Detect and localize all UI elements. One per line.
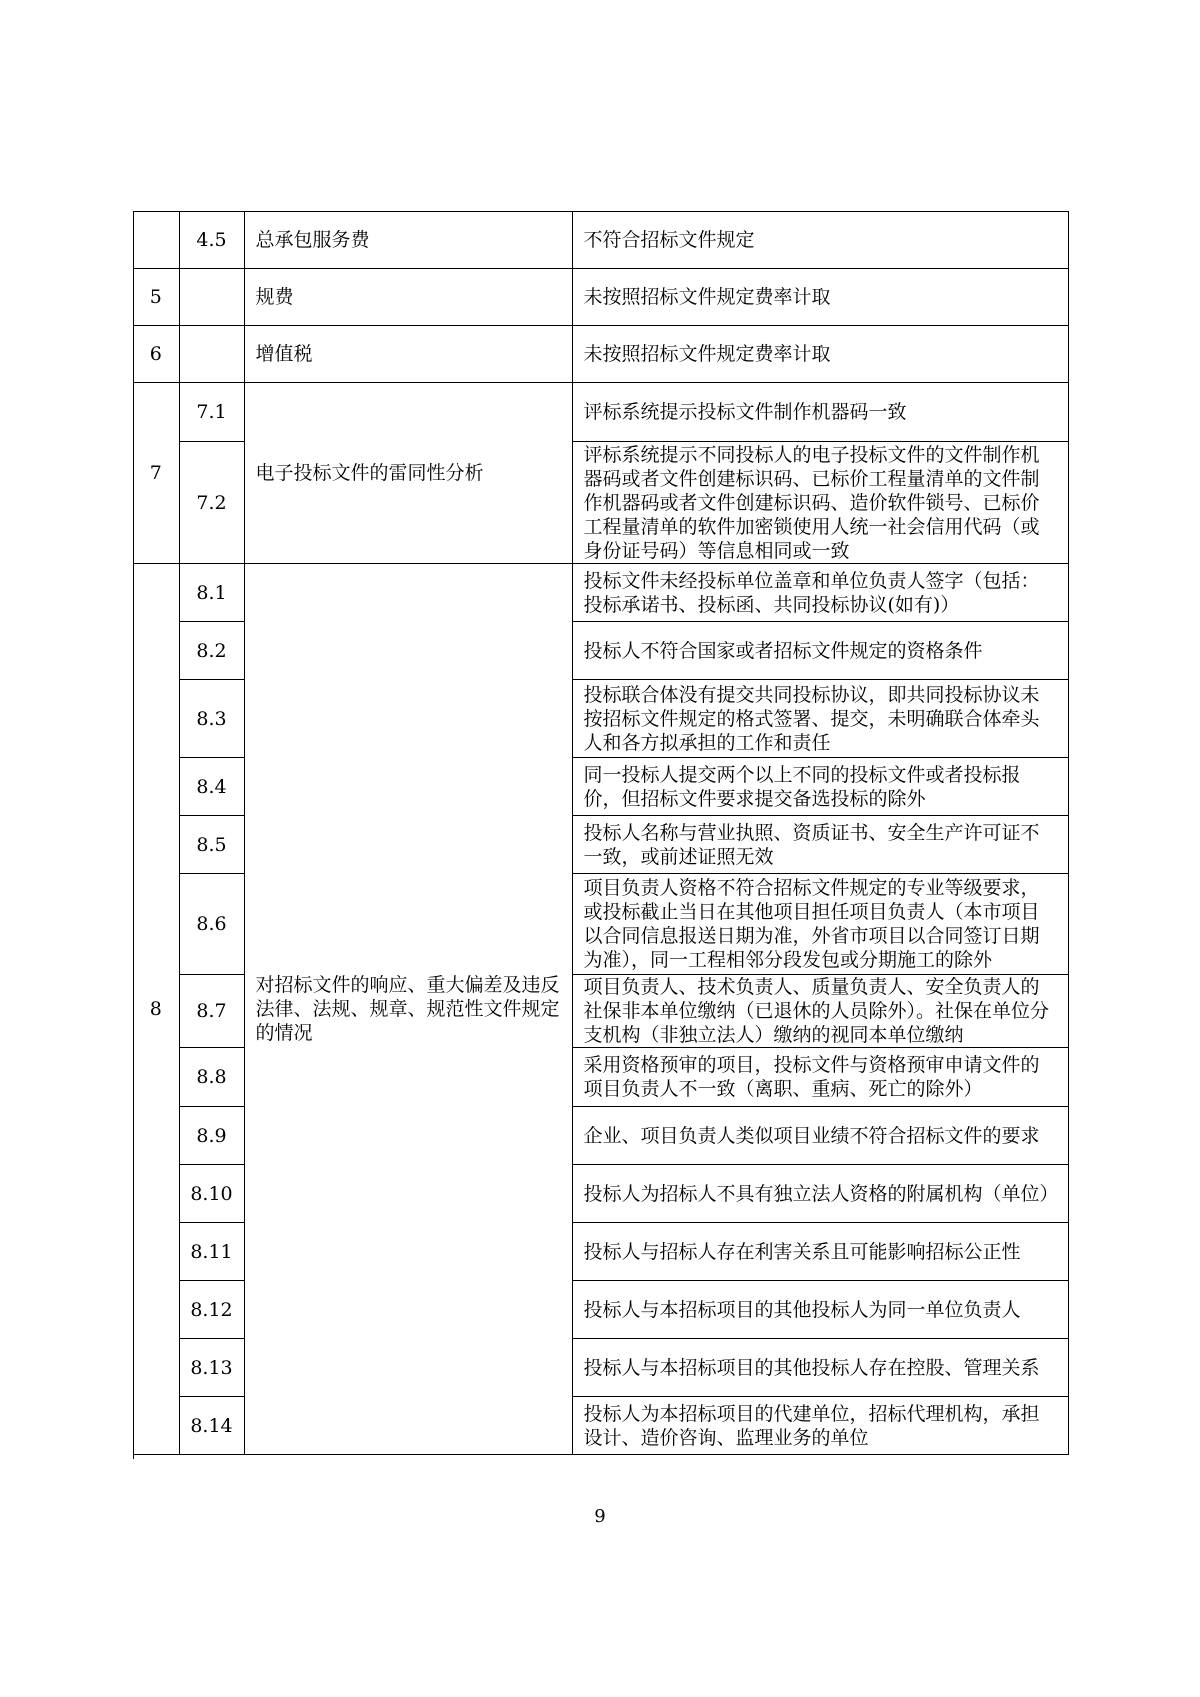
table-row bbox=[133, 326, 1068, 383]
row-number: 7 bbox=[133, 383, 179, 564]
condition-cell: 投标人为本招标项目的代建单位，招标代理机构，承担设计、造价咨询、监理业务的单位 bbox=[572, 1397, 1068, 1455]
condition-cell: 投标联合体没有提交共同投标协议，即共同投标协议未按招标文件规定的格式签署、提交，未明确联合体牵头人和各方拟承担的工作和责任 bbox=[572, 680, 1068, 758]
sub-number: 4.5 bbox=[179, 212, 244, 269]
condition-cell: 同一投标人提交两个以上不同的投标文件或者投标报价，但招标文件要求提交备选投标的除外 bbox=[572, 758, 1068, 816]
sub-number: 8.11 bbox=[179, 1223, 244, 1281]
sub-number: 8.2 bbox=[179, 622, 244, 680]
sub-number: 8.8 bbox=[179, 1048, 244, 1107]
condition-cell: 评标系统提示不同投标人的电子投标文件的文件制作机器码或者文件创建标识码、已标价工程量清单的文件制作机器码或者文件创建标识码、造价软件锁号、已标价工程量清单的软件加密锁使用人统一社会信用代码（或身份证号码）等信息相同或一致 bbox=[572, 442, 1068, 564]
sub-number: 8.6 bbox=[179, 874, 244, 975]
condition-cell: 未按照招标文件规定费率计取 bbox=[572, 269, 1068, 326]
sub-number: 8.7 bbox=[179, 975, 244, 1048]
condition-cell: 投标人与本招标项目的其他投标人存在控股、管理关系 bbox=[572, 1339, 1068, 1397]
criteria-table bbox=[133, 211, 1069, 1455]
sub-number: 7.1 bbox=[179, 383, 244, 442]
table-row bbox=[133, 269, 1068, 326]
condition-cell: 投标文件未经投标单位盖章和单位负责人签字（包括：投标承诺书、投标函、共同投标协议(如有)） bbox=[572, 564, 1068, 622]
sub-number: 8.10 bbox=[179, 1165, 244, 1223]
item-cell: 增值税 bbox=[244, 326, 572, 383]
sub-number bbox=[179, 326, 244, 383]
sub-number: 8.12 bbox=[179, 1281, 244, 1339]
condition-cell: 投标人不符合国家或者招标文件规定的资格条件 bbox=[572, 622, 1068, 680]
condition-cell: 投标人为招标人不具有独立法人资格的附属机构（单位） bbox=[572, 1165, 1068, 1223]
row-number bbox=[133, 212, 179, 269]
item-cell: 电子投标文件的雷同性分析 bbox=[244, 383, 572, 564]
sub-number: 8.5 bbox=[179, 816, 244, 874]
sub-number: 7.2 bbox=[179, 442, 244, 564]
condition-cell: 评标系统提示投标文件制作机器码一致 bbox=[572, 383, 1068, 442]
item-cell: 对招标文件的响应、重大偏差及违反法律、法规、规章、规范性文件规定的情况 bbox=[244, 564, 572, 1455]
condition-cell: 投标人名称与营业执照、资质证书、安全生产许可证不一致，或前述证照无效 bbox=[572, 816, 1068, 874]
condition-cell: 采用资格预审的项目，投标文件与资格预审申请文件的项目负责人不一致（离职、重病、死亡的除外） bbox=[572, 1048, 1068, 1107]
row-number: 8 bbox=[133, 564, 179, 1455]
condition-cell: 投标人与本招标项目的其他投标人为同一单位负责人 bbox=[572, 1281, 1068, 1339]
page-number: 9 bbox=[594, 1506, 606, 1527]
item-cell: 规费 bbox=[244, 269, 572, 326]
condition-cell: 项目负责人、技术负责人、质量负责人、安全负责人的社保非本单位缴纳（已退休的人员除外）。社保在单位分支机构（非独立法人）缴纳的视同本单位缴纳 bbox=[572, 975, 1068, 1048]
table-row bbox=[133, 564, 1068, 622]
sub-number: 8.9 bbox=[179, 1107, 244, 1165]
table-row bbox=[133, 212, 1068, 269]
row-number: 6 bbox=[133, 326, 179, 383]
condition-cell: 企业、项目负责人类似项目业绩不符合招标文件的要求 bbox=[572, 1107, 1068, 1165]
sub-number: 8.14 bbox=[179, 1397, 244, 1455]
table-row bbox=[133, 383, 1068, 442]
condition-cell: 未按照招标文件规定费率计取 bbox=[572, 326, 1068, 383]
sub-number: 8.13 bbox=[179, 1339, 244, 1397]
condition-cell: 项目负责人资格不符合招标文件规定的专业等级要求，或投标截止当日在其他项目担任项目负责人（本市项目以合同信息报送日期为准，外省市项目以合同签订日期为准），同一工程相邻分段发包或分期施工的除外 bbox=[572, 874, 1068, 975]
item-cell: 总承包服务费 bbox=[244, 212, 572, 269]
sub-number: 8.3 bbox=[179, 680, 244, 758]
sub-number bbox=[179, 269, 244, 326]
row-number: 5 bbox=[133, 269, 179, 326]
condition-cell: 不符合招标文件规定 bbox=[572, 212, 1068, 269]
sub-number: 8.1 bbox=[179, 564, 244, 622]
condition-cell: 投标人与招标人存在利害关系且可能影响招标公正性 bbox=[572, 1223, 1068, 1281]
sub-number: 8.4 bbox=[179, 758, 244, 816]
